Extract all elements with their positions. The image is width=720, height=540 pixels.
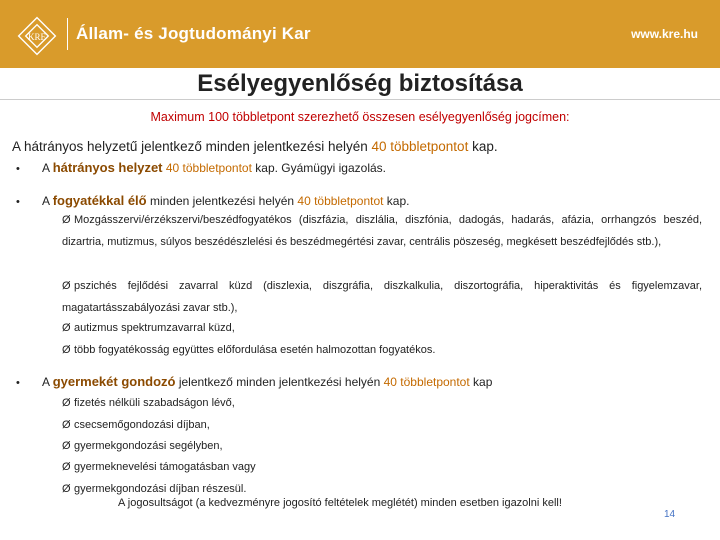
list-item: Ø gyermekgondozási segélyben, xyxy=(62,436,702,458)
bullet-rest: minden jelentkezési helyén xyxy=(146,194,298,208)
bullet-marker: • xyxy=(16,163,20,175)
bullet-points: 40 többletpontot xyxy=(383,375,470,389)
bullet-bold: gyermekét gondozó xyxy=(52,374,176,389)
faculty-name: Állam- és Jogtudományi Kar xyxy=(76,24,311,43)
intro-end: kap. xyxy=(468,139,498,154)
arrow-icon: Ø xyxy=(62,419,71,431)
arrow-icon: Ø xyxy=(62,483,71,495)
logo-text: KRE xyxy=(28,32,46,42)
bullet-rest-end: kap. xyxy=(383,194,410,208)
page-number: 14 xyxy=(664,509,676,520)
list-item: Ø autizmus spektrumzavarral küzd, xyxy=(62,318,702,340)
bullet-rest-end: kap xyxy=(469,375,493,389)
logo-divider xyxy=(67,18,68,50)
list-item: Ø gyermeknevelési támogatásban vagy xyxy=(62,457,702,479)
bullet-points: 40 többletpontot xyxy=(297,194,384,208)
verification-note: A jogosultságot (a kedvezményre jogosító feltételek meglétét) minden esetben igazolni kell! xyxy=(118,497,562,509)
bullet-points: 40 többletpontot xyxy=(162,161,252,175)
arrow-icon: Ø xyxy=(62,397,71,409)
bullet-parent xyxy=(42,374,492,389)
intro-text: A hátrányos helyzetű jelentkező minden jelentkezési helyén xyxy=(12,139,372,154)
bullet-bold: hátrányos helyzet xyxy=(52,160,163,175)
list-item: Ø gyermekgondozási díjban részesül. xyxy=(62,479,702,501)
list-item: Ø csecsemőgondozási díjban, xyxy=(62,415,702,437)
bullet-prefix: A xyxy=(42,375,53,389)
title-divider xyxy=(0,99,720,100)
bullet-marker: • xyxy=(16,196,20,208)
kre-logo-icon xyxy=(14,13,60,59)
list-item: Ø fizetés nélküli szabadságon lévő, xyxy=(62,393,702,415)
arrow-icon: Ø xyxy=(62,322,71,334)
intro-line xyxy=(12,139,498,154)
list-item: Ø pszichés fejlődési zavarral küzd (diszlexia, diszgráfia, diszkalkulia, diszortográfia, hiperaktivitás és figyelemzavar, magatartásszabályozási zavar stb.), xyxy=(62,276,702,319)
bullet-disadvantaged xyxy=(42,160,386,175)
list-item: Ø Mozgásszervi/érzékszervi/beszédfogyatékos (diszfázia, diszlália, diszfónia, dadogás, hadarás, afázia, orrhangzós beszéd, dizartria, mutizmus, súlyos beszédészlelési és beszédmegértési zavar, centrális pöszeség, megkésett beszédfejlődés stb.), xyxy=(62,210,702,253)
bullet-prefix: A xyxy=(42,194,53,208)
arrow-icon: Ø xyxy=(62,344,71,356)
bullet-rest: kap. Gyámügyi igazolás. xyxy=(251,161,386,175)
subtitle: Maximum 100 többletpont szerezhető összesen esélyegyenlőség jogcímen: xyxy=(150,110,570,124)
intro-points: 40 többletpontot xyxy=(371,139,469,154)
bullet-prefix: A xyxy=(42,161,53,175)
arrow-icon: Ø xyxy=(62,214,71,226)
bullet-disabled xyxy=(42,193,409,208)
header-bar xyxy=(0,0,720,68)
arrow-icon: Ø xyxy=(62,280,71,292)
arrow-icon: Ø xyxy=(62,440,71,452)
bullet-rest: jelentkező minden jelentkezési helyén xyxy=(175,375,384,389)
list-item: Ø több fogyatékosság együttes előfordulása esetén halmozottan fogyatékos. xyxy=(62,340,702,362)
site-url[interactable]: www.kre.hu xyxy=(631,27,698,41)
bullet-marker: • xyxy=(16,377,20,389)
bullet-bold: fogyatékkal élő xyxy=(52,193,147,208)
page-title: Esélyegyenlőség biztosítása xyxy=(197,70,523,97)
arrow-icon: Ø xyxy=(62,461,71,473)
